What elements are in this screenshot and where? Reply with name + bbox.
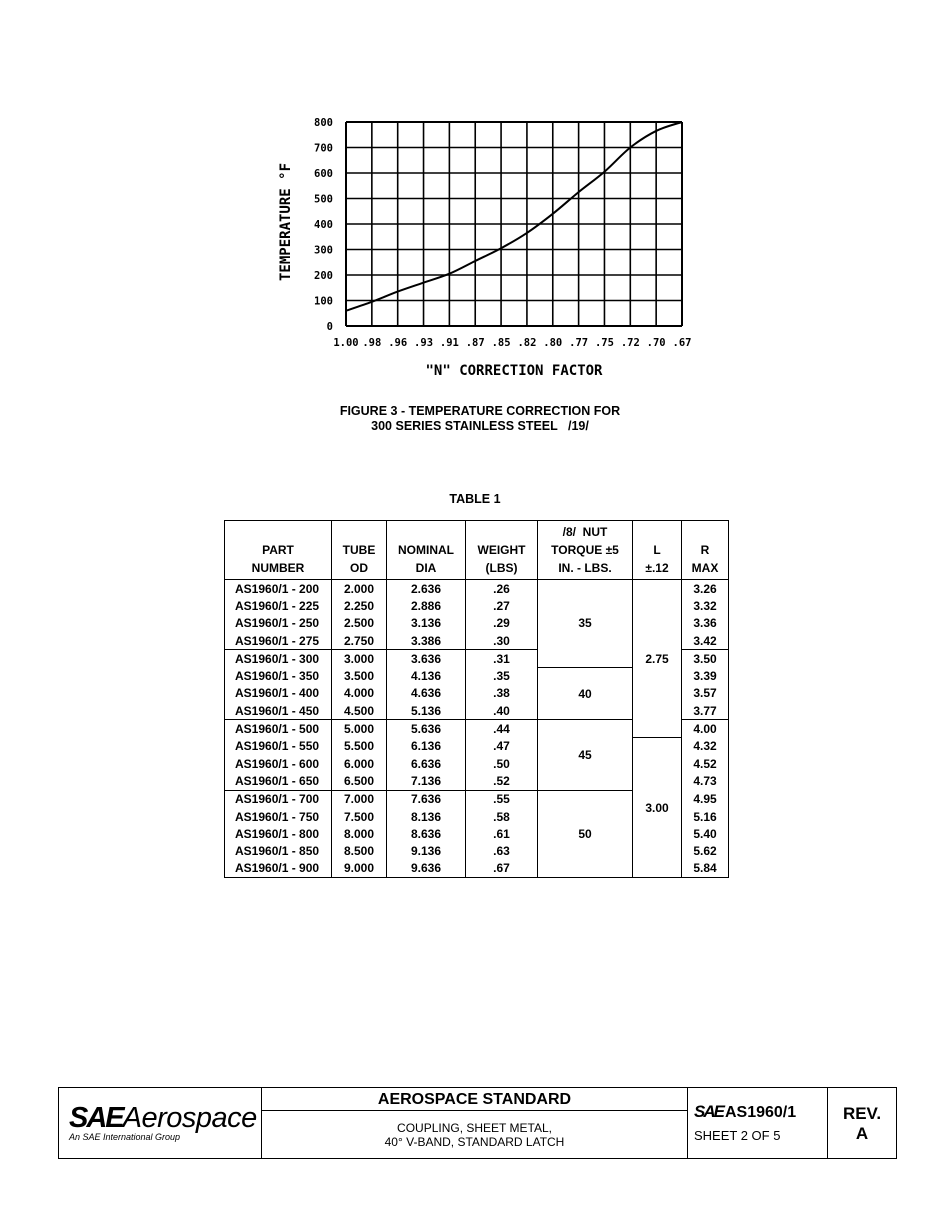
cell-r-max: 3.26 bbox=[682, 580, 729, 598]
cell-r-max: 3.32 bbox=[682, 597, 729, 614]
standard-description bbox=[262, 1121, 687, 1149]
cell-part-number: AS1960/1 - 250 bbox=[225, 615, 332, 632]
cell-part-number: AS1960/1 - 200 bbox=[225, 580, 332, 598]
cell-nominal-dia: 8.136 bbox=[387, 808, 466, 825]
cell-tube-od: 8.000 bbox=[332, 825, 387, 842]
header-l bbox=[633, 521, 682, 580]
cell-part-number: AS1960/1 - 650 bbox=[225, 772, 332, 790]
cell-part-number: AS1960/1 - 900 bbox=[225, 860, 332, 878]
cell-weight: .55 bbox=[466, 790, 538, 808]
cell-r-max: 4.73 bbox=[682, 772, 729, 790]
header-text: PART bbox=[262, 543, 294, 557]
header-text: /8/ NUT bbox=[562, 525, 608, 539]
cell-tube-od: 3.000 bbox=[332, 650, 387, 668]
cell-part-number: AS1960/1 - 300 bbox=[225, 650, 332, 668]
document-number-cell bbox=[688, 1088, 828, 1158]
cell-part-number: AS1960/1 - 500 bbox=[225, 720, 332, 738]
cell-nominal-dia: 2.886 bbox=[387, 597, 466, 614]
cell-weight: .50 bbox=[466, 755, 538, 772]
cell-nominal-dia: 3.636 bbox=[387, 650, 466, 668]
cell-weight: .63 bbox=[466, 842, 538, 859]
header-weight bbox=[466, 521, 538, 580]
cell-weight: .29 bbox=[466, 615, 538, 632]
standard-title-cell bbox=[262, 1088, 688, 1158]
cell-r-max: 3.57 bbox=[682, 685, 729, 702]
cell-tube-od: 2.250 bbox=[332, 597, 387, 614]
header-text: IN. - LBS. bbox=[558, 561, 612, 575]
figure-caption-line-2: 300 SERIES STAINLESS STEEL /19/ bbox=[371, 419, 589, 433]
cell-tube-od: 4.500 bbox=[332, 702, 387, 720]
header-text: OD bbox=[350, 561, 368, 575]
table-row bbox=[225, 580, 729, 598]
header-text: WEIGHT bbox=[477, 543, 526, 557]
logo-wordmark bbox=[69, 1102, 257, 1135]
cell-r-max: 3.39 bbox=[682, 667, 729, 684]
y-tick-labels bbox=[314, 117, 333, 333]
sae-aerospace-logo bbox=[59, 1088, 262, 1158]
cell-weight: .35 bbox=[466, 667, 538, 684]
table-title: TABLE 1 bbox=[449, 492, 501, 506]
logo-sae-text: SAE bbox=[69, 1102, 123, 1134]
y-tick-label: 400 bbox=[314, 219, 333, 231]
x-tick-label: .82 bbox=[517, 337, 537, 349]
cell-weight: .67 bbox=[466, 860, 538, 878]
x-tick-label: .72 bbox=[620, 337, 640, 349]
cell-weight: .61 bbox=[466, 825, 538, 842]
cell-r-max: 3.77 bbox=[682, 702, 729, 720]
cell-tube-od: 7.000 bbox=[332, 790, 387, 808]
cell-part-number: AS1960/1 - 600 bbox=[225, 755, 332, 772]
cell-weight: .26 bbox=[466, 580, 538, 598]
cell-r-max: 5.16 bbox=[682, 808, 729, 825]
revision-cell bbox=[828, 1088, 896, 1158]
cell-part-number: AS1960/1 - 350 bbox=[225, 667, 332, 684]
cell-r-max: 4.52 bbox=[682, 755, 729, 772]
revision bbox=[828, 1104, 896, 1144]
cell-torque: 40 bbox=[538, 667, 633, 719]
x-tick-label: .98 bbox=[362, 337, 382, 349]
cell-part-number: AS1960/1 - 550 bbox=[225, 738, 332, 755]
cell-tube-od: 5.000 bbox=[332, 720, 387, 738]
cell-part-number: AS1960/1 - 275 bbox=[225, 632, 332, 650]
figure-caption-line-1: FIGURE 3 - TEMPERATURE CORRECTION FOR bbox=[339, 404, 621, 418]
header-text: ±.12 bbox=[645, 561, 669, 575]
cell-weight: .44 bbox=[466, 720, 538, 738]
cell-weight: .58 bbox=[466, 808, 538, 825]
header-text: NUMBER bbox=[251, 561, 305, 575]
x-axis-label: "N" CORRECTION FACTOR bbox=[425, 363, 603, 379]
cell-l: 3.00 bbox=[633, 738, 682, 878]
header-text: NOMINAL bbox=[398, 543, 454, 557]
temperature-correction-chart bbox=[270, 108, 710, 388]
revision-value: A bbox=[855, 1124, 869, 1143]
cell-part-number: AS1960/1 - 700 bbox=[225, 790, 332, 808]
cell-weight: .52 bbox=[466, 772, 538, 790]
x-tick-label: .85 bbox=[491, 337, 511, 349]
cell-weight: .31 bbox=[466, 650, 538, 668]
logo-subtitle: An SAE International Group bbox=[69, 1132, 181, 1142]
y-tick-label: 800 bbox=[314, 117, 333, 129]
header-text: MAX bbox=[691, 561, 719, 575]
cell-part-number: AS1960/1 - 800 bbox=[225, 825, 332, 842]
y-tick-label: 700 bbox=[314, 142, 333, 155]
cell-r-max: 4.32 bbox=[682, 738, 729, 755]
x-tick-label: .75 bbox=[594, 337, 614, 349]
cell-tube-od: 4.000 bbox=[332, 685, 387, 702]
x-tick-label: .70 bbox=[646, 337, 666, 349]
cell-tube-od: 9.000 bbox=[332, 860, 387, 878]
cell-tube-od: 5.500 bbox=[332, 738, 387, 755]
cell-tube-od: 3.500 bbox=[332, 667, 387, 684]
cell-r-max: 5.84 bbox=[682, 860, 729, 878]
cell-weight: .30 bbox=[466, 632, 538, 650]
y-tick-label: 200 bbox=[314, 270, 333, 282]
cell-nominal-dia: 7.636 bbox=[387, 790, 466, 808]
y-tick-label: 100 bbox=[314, 295, 333, 308]
cell-tube-od: 6.000 bbox=[332, 755, 387, 772]
x-tick-label: .87 bbox=[465, 337, 485, 349]
cell-tube-od: 6.500 bbox=[332, 772, 387, 790]
x-tick-label: .96 bbox=[388, 337, 408, 349]
x-tick-label: .91 bbox=[439, 337, 459, 349]
correction-curve-line bbox=[346, 122, 682, 311]
cell-tube-od: 7.500 bbox=[332, 808, 387, 825]
y-tick-label: 0 bbox=[326, 321, 333, 333]
cell-torque: 50 bbox=[538, 790, 633, 877]
cell-part-number: AS1960/1 - 225 bbox=[225, 597, 332, 614]
logo-aerospace-text: Aerospace bbox=[122, 1102, 257, 1134]
cell-nominal-dia: 8.636 bbox=[387, 825, 466, 842]
cell-tube-od: 2.500 bbox=[332, 615, 387, 632]
header-text: (LBS) bbox=[485, 561, 518, 575]
cell-nominal-dia: 4.136 bbox=[387, 667, 466, 684]
header-text: TORQUE ±5 bbox=[551, 543, 619, 557]
cell-weight: .27 bbox=[466, 597, 538, 614]
cell-tube-od: 2.750 bbox=[332, 632, 387, 650]
x-tick-label: .80 bbox=[543, 337, 563, 349]
cell-nominal-dia: 7.136 bbox=[387, 772, 466, 790]
cell-r-max: 3.50 bbox=[682, 650, 729, 668]
y-tick-label: 500 bbox=[314, 193, 333, 206]
cell-tube-od: 2.000 bbox=[332, 580, 387, 598]
chart-grid bbox=[346, 122, 682, 326]
y-axis-label: TEMPERATURE °F bbox=[278, 162, 294, 282]
cell-r-max: 5.62 bbox=[682, 842, 729, 859]
cell-nominal-dia: 6.636 bbox=[387, 755, 466, 772]
cell-nominal-dia: 4.636 bbox=[387, 685, 466, 702]
table-header-row bbox=[225, 521, 729, 580]
x-tick-label: 1.00 bbox=[333, 337, 359, 349]
description-line-2: 40° V-BAND, STANDARD LATCH bbox=[384, 1135, 565, 1149]
header-tube-od bbox=[332, 521, 387, 580]
sheet-number: SHEET 2 OF 5 bbox=[694, 1128, 781, 1143]
cell-nominal-dia: 3.386 bbox=[387, 632, 466, 650]
coupling-spec-table bbox=[224, 520, 729, 878]
header-text: TUBE bbox=[342, 543, 376, 557]
x-tick-label: .67 bbox=[672, 337, 692, 349]
cell-torque: 45 bbox=[538, 720, 633, 790]
cell-weight: .40 bbox=[466, 702, 538, 720]
figure-caption bbox=[280, 404, 680, 434]
cell-nominal-dia: 6.136 bbox=[387, 738, 466, 755]
header-part-number bbox=[225, 521, 332, 580]
cell-r-max: 3.36 bbox=[682, 615, 729, 632]
table-row bbox=[225, 738, 729, 755]
cell-part-number: AS1960/1 - 400 bbox=[225, 685, 332, 702]
cell-tube-od: 8.500 bbox=[332, 842, 387, 859]
cell-part-number: AS1960/1 - 750 bbox=[225, 808, 332, 825]
x-tick-labels bbox=[333, 337, 691, 349]
header-nominal-dia bbox=[387, 521, 466, 580]
cell-weight: .38 bbox=[466, 685, 538, 702]
cell-l: 2.75 bbox=[633, 580, 682, 738]
cell-nominal-dia: 5.136 bbox=[387, 702, 466, 720]
description-line-1: COUPLING, SHEET METAL, bbox=[397, 1121, 552, 1135]
doc-number-text: AS1960/1 bbox=[724, 1104, 797, 1121]
revision-label: REV. bbox=[842, 1104, 882, 1123]
header-text: L bbox=[653, 543, 661, 557]
title-block bbox=[58, 1087, 897, 1159]
cell-nominal-dia: 5.636 bbox=[387, 720, 466, 738]
header-text: DIA bbox=[415, 561, 437, 575]
y-tick-label: 300 bbox=[314, 244, 333, 257]
y-tick-label: 600 bbox=[314, 168, 333, 180]
cell-r-max: 4.00 bbox=[682, 720, 729, 738]
header-text: R bbox=[700, 543, 710, 557]
x-tick-label: .93 bbox=[414, 337, 434, 349]
cell-nominal-dia: 9.136 bbox=[387, 842, 466, 859]
doc-sae-logo: SAE bbox=[694, 1102, 723, 1121]
cell-r-max: 3.42 bbox=[682, 632, 729, 650]
cell-r-max: 5.40 bbox=[682, 825, 729, 842]
cell-nominal-dia: 9.636 bbox=[387, 860, 466, 878]
cell-torque: 35 bbox=[538, 580, 633, 668]
cell-part-number: AS1960/1 - 450 bbox=[225, 702, 332, 720]
header-r-max bbox=[682, 521, 729, 580]
cell-r-max: 4.95 bbox=[682, 790, 729, 808]
document-number bbox=[694, 1102, 796, 1122]
x-tick-label: .77 bbox=[569, 337, 589, 349]
cell-part-number: AS1960/1 - 850 bbox=[225, 842, 332, 859]
header-torque bbox=[538, 521, 633, 580]
cell-nominal-dia: 3.136 bbox=[387, 615, 466, 632]
standard-title: AEROSPACE STANDARD bbox=[262, 1088, 687, 1111]
cell-nominal-dia: 2.636 bbox=[387, 580, 466, 598]
cell-weight: .47 bbox=[466, 738, 538, 755]
